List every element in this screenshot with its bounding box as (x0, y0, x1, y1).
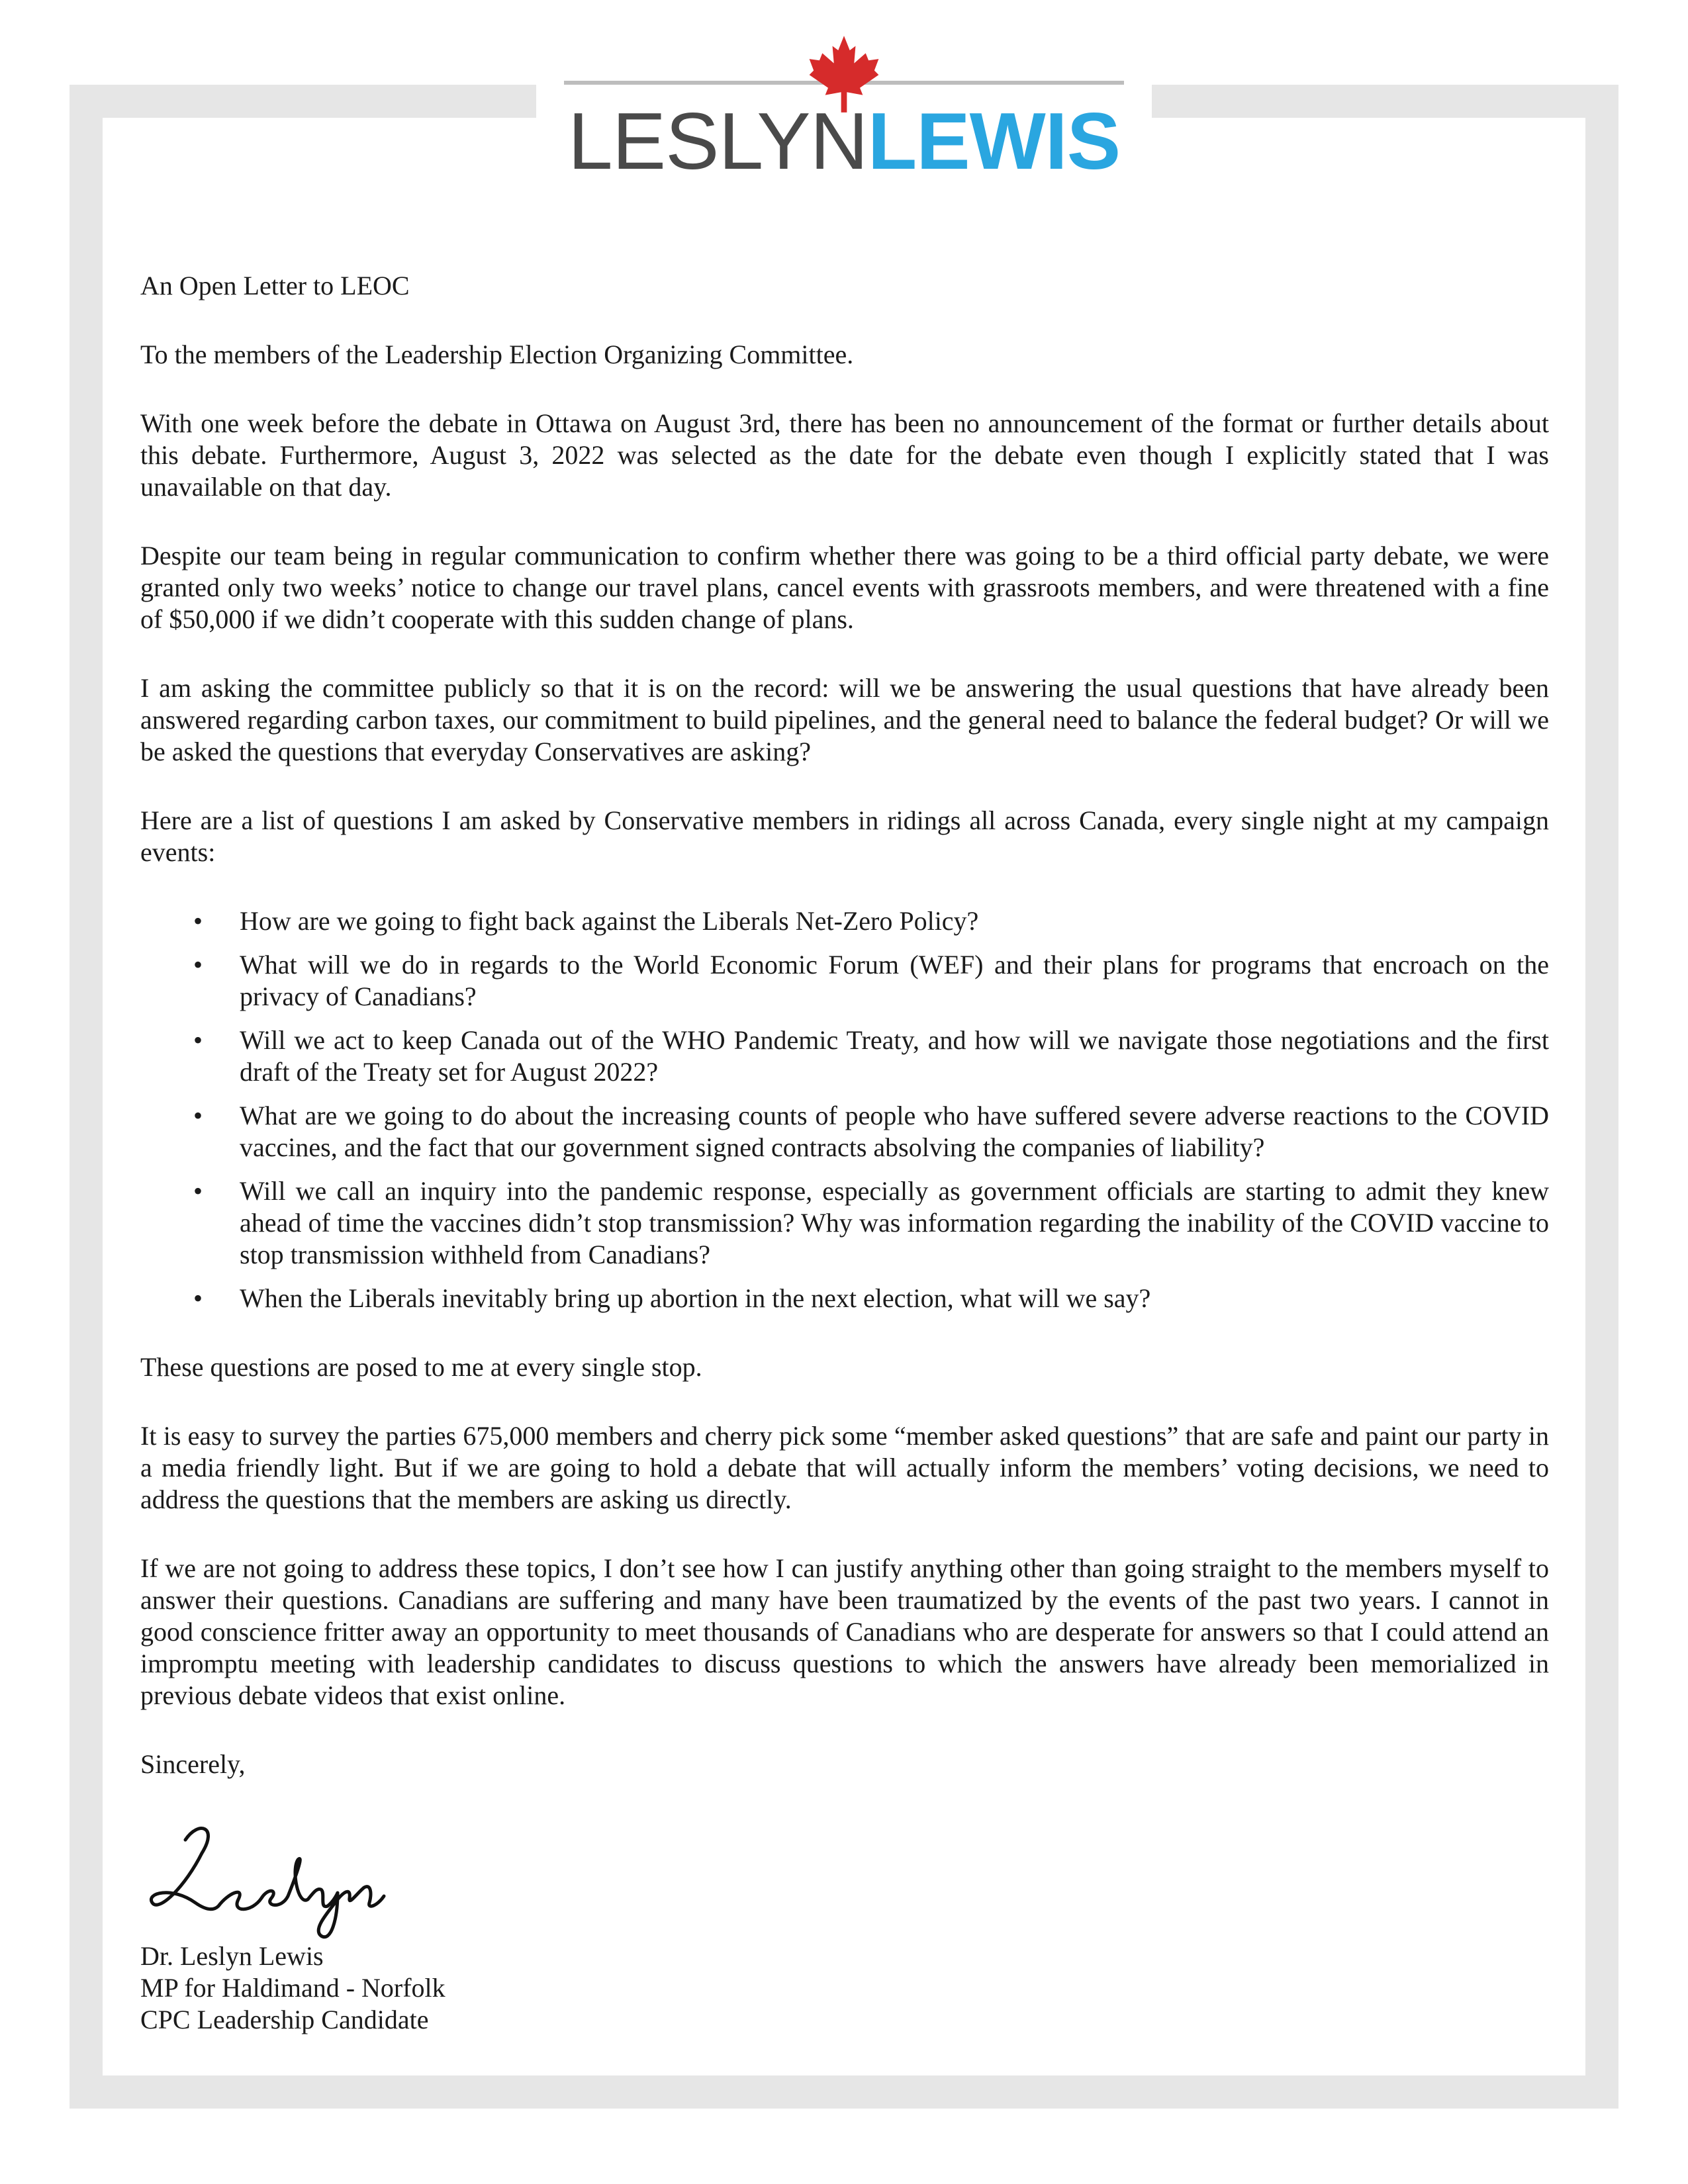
brand-logo (564, 98, 1124, 184)
logo-first-name: LESLYN (567, 96, 868, 186)
paragraph: With one week before the debate in Ottawa on August 3rd, there has been no announcement of the format or further details about this debate. Furthermore, August 3, 2022 was selected as the date for the debate even though I explicitly stated that I was unavailable on that day. (140, 408, 1549, 502)
bullet: • (193, 906, 203, 936)
question-text: How are we going to fight back against the Liberals Net-Zero Policy? (240, 906, 979, 936)
list-item (140, 1100, 1549, 1163)
question-text: Will we act to keep Canada out of the WHO Pandemic Treaty, and how will we navigate those negotiations and the first draft of the Treaty set for August 2022? (240, 1025, 1549, 1087)
signoff: Sincerely, (140, 1749, 246, 1779)
paragraph: Despite our team being in regular communication to confirm whether there was going to be a third official party debate, we were granted only two weeks’ notice to change our travel plans, cancel events with grassroots members, and were threatened with a fine of $50,000 if we didn’t cooperate with this sudden change of plans. (140, 541, 1549, 634)
logo-last-name: LEWIS (867, 96, 1121, 186)
list-item (140, 905, 1549, 937)
list-item (140, 1283, 1549, 1314)
question-list (140, 905, 1549, 1314)
question-text: What are we going to do about the increasing counts of people who have suffered severe adverse reactions to the COVID vaccines, and the fact that our government signed contracts absolving the companies of liability? (240, 1101, 1549, 1162)
signer-candidacy: CPC Leadership Candidate (140, 2005, 429, 2034)
signer-role: MP for Haldimand - Norfolk (140, 1973, 445, 2003)
paragraph: I am asking the committee publicly so that it is on the record: will we be answering the usual questions that have already been answered regarding carbon taxes, our commitment to build pipelines, and the general need to balance the federal budget? Or will we be asked the questions that everyday Conservatives are asking? (140, 673, 1549, 766)
list-item (140, 949, 1549, 1013)
letter-body (140, 270, 1549, 1817)
paragraph: It is easy to survey the parties 675,000 members and cherry pick some “member asked questions” that are safe and paint our party in a media friendly light. But if we are going to hold a debate that will actually inform the members’ voting decisions, we need to address the questions that the members are asking us directly. (140, 1421, 1549, 1514)
bullet: • (193, 950, 203, 979)
letter-salutation: To the members of the Leadership Election Organizing Committee. (140, 340, 854, 369)
bullet: • (193, 1176, 203, 1206)
bullet: • (193, 1283, 203, 1313)
handwritten-signature (139, 1813, 397, 1946)
paragraph: If we are not going to address these topics, I don’t see how I can justify anything other than going straight to the members myself to answer their questions. Canadians are suffering and many have been traumatized by the events of the past two years. I cannot in good conscience fritter away an opportunity to meet thousands of Canadians who are desperate for answers so that I could attend an impromptu meeting with leadership candidates to discuss questions to which the answers have already been memorialized in previous debate videos that exist online. (140, 1553, 1549, 1710)
paragraph: These questions are posed to me at every single stop. (140, 1352, 702, 1382)
bullet: • (193, 1025, 203, 1055)
paragraph: Here are a list of questions I am asked by Conservative members in ridings all across Canada, every single night at my campaign events: (140, 805, 1549, 867)
list-item (140, 1175, 1549, 1271)
question-text: What will we do in regards to the World Economic Forum (WEF) and their plans for programs that encroach on the privacy of Canadians? (240, 950, 1549, 1011)
question-text: When the Liberals inevitably bring up abortion in the next election, what will we say? (240, 1283, 1151, 1313)
question-text: Will we call an inquiry into the pandemic response, especially as government officials are starting to admit they knew ahead of time the vaccines didn’t stop transmission? Why was information regarding the inability of the COVID vaccine to stop transmission withheld from Canadians? (240, 1176, 1549, 1269)
signer-name: Dr. Leslyn Lewis (140, 1941, 324, 1971)
list-item (140, 1024, 1549, 1088)
letter-title: An Open Letter to LEOC (140, 271, 410, 300)
bullet: • (193, 1101, 203, 1130)
signature-block (140, 1940, 736, 2036)
